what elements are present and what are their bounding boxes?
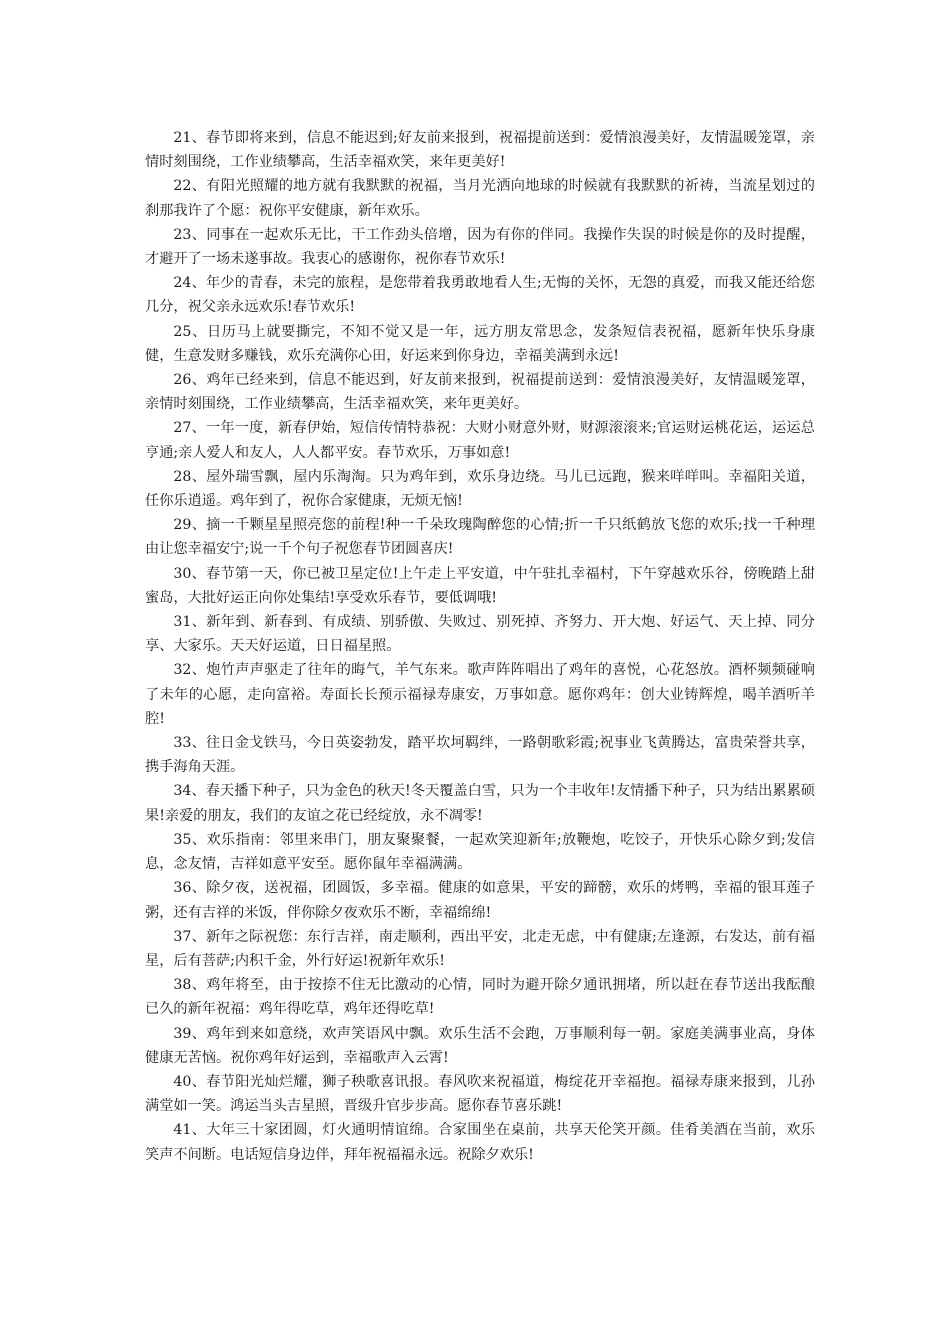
paragraph-29: 29、摘一千颗星星照亮您的前程!种一千朵玫瑰陶醉您的心情;折一千只纸鹤放飞您的欢乐;找一千种理由让您幸福安宁;说一千个句子祝您春节团圆喜庆! xyxy=(145,517,815,558)
paragraph-35: 35、欢乐指南：邻里来串门，朋友聚聚餐，一起欢笑迎新年;放鞭炮，吃饺子，开快乐心除夕到;发信息，念友情，吉祥如意平安至。愿你鼠年幸福满满。 xyxy=(145,831,815,873)
paragraph-23: 23、同事在一起欢乐无比，干工作劲头倍增，因为有你的伴同。我操作失误的时候是你的及时提醒，才避开了一场未遂事故。我衷心的感谢你，祝你春节欢乐! xyxy=(145,226,815,268)
paragraph-30: 30、春节第一天，你已被卫星定位!上午走上平安道，中午驻扎幸福村，下午穿越欢乐谷，傍晚踏上甜蜜岛，大批好运正向你处集结!享受欢乐春节，要低调哦! xyxy=(145,565,815,606)
paragraph-31: 31、新年到、新春到、有成绩、别骄傲、失败过、别死掉、齐努力、开大炮、好运气、天上掉、同分享、大家乐。天天好运道，日日福星照。 xyxy=(145,614,815,655)
paragraph-33: 33、往日金戈铁马，今日英姿勃发，踏平坎坷羁绊，一路朝歌彩霞;祝事业飞黄腾达，富贵荣誉共享，携手海角天涯。 xyxy=(145,735,815,776)
paragraph-24: 24、年少的青春，未完的旅程，是您带着我勇敢地看人生;无悔的关怀，无怨的真爱，而我又能还给您几分，祝父亲永远欢乐!春节欢乐! xyxy=(145,275,815,316)
paragraph-27: 27、一年一度，新春伊始，短信传情特恭祝：大财小财意外财，财源滚滚来;官运财运桃花运，运运总亨通;亲人爱人和友人，人人都平安。春节欢乐，万事如意! xyxy=(145,420,815,461)
paragraph-21: 21、春节即将来到，信息不能迟到;好友前来报到，祝福提前送到：爱情浪漫美好，友情温暖笼罩，亲情时刻围绕，工作业绩攀高，生活幸福欢笑，来年更美好! xyxy=(145,130,815,171)
paragraph-39: 39、鸡年到来如意绕，欢声笑语风中飘。欢乐生活不会跑，万事顺利每一朝。家庭美满事业高，身体健康无苦恼。祝你鸡年好运到，幸福歌声入云霄! xyxy=(145,1025,815,1066)
document-page xyxy=(145,126,815,1167)
paragraph-32: 32、炮竹声声驱走了往年的晦气，羊气东来。歌声阵阵唱出了鸡年的喜悦，心花怒放。酒杯频频碰响了未年的心愿，走向富裕。寿面长长预示福禄寿康安，万事如意。愿你鸡年：创大业铸辉煌，喝羊酒听羊腔! xyxy=(145,662,815,727)
paragraph-25: 25、日历马上就要撕完，不知不觉又是一年，远方朋友常思念，发条短信表祝福，愿新年快乐身康健，生意发财多赚钱，欢乐充满你心田，好运来到你身边，幸福美满到永远! xyxy=(145,323,815,364)
paragraph-22: 22、有阳光照耀的地方就有我默默的祝福，当月光洒向地球的时候就有我默默的祈祷，当流星划过的刹那我许了个愿：祝你平安健康，新年欢乐。 xyxy=(145,178,815,219)
paragraph-26: 26、鸡年已经来到，信息不能迟到，好友前来报到，祝福提前送到：爱情浪漫美好，友情温暖笼罩，亲情时刻围绕，工作业绩攀高，生活幸福欢笑，来年更美好。 xyxy=(145,372,815,413)
paragraph-28: 28、屋外瑞雪飘，屋内乐淘淘。只为鸡年到，欢乐身边绕。马儿已远跑，猴来咩咩叫。幸福阳关道，任你乐逍遥。鸡年到了，祝你合家健康，无烦无恼! xyxy=(145,468,815,510)
paragraph-34: 34、春天播下种子，只为金色的秋天!冬天覆盖白雪，只为一个丰收年!友情播下种子，只为结出累累硕果!亲爱的朋友，我们的友谊之花已经绽放，永不凋零! xyxy=(145,783,815,824)
paragraph-36: 36、除夕夜，送祝福，团圆饭，多幸福。健康的如意果，平安的蹄髈，欢乐的烤鸭，幸福的银耳莲子粥，还有吉祥的米饭，伴你除夕夜欢乐不断，幸福绵绵! xyxy=(145,880,815,921)
paragraph-37: 37、新年之际祝您：东行吉祥，南走顺利，西出平安，北走无虑，中有健康;左逢源，右发达，前有福星，后有菩萨;内积千金，外行好运!祝新年欢乐! xyxy=(145,928,815,969)
paragraph-38: 38、鸡年将至，由于按捺不住无比激动的心情，同时为避开除夕通讯拥堵，所以赶在春节送出我酝酿已久的新年祝福：鸡年得吃草，鸡年还得吃草! xyxy=(145,977,815,1018)
paragraph-41: 41、大年三十家团圆，灯火通明情谊绵。合家围坐在桌前，共享天伦笑开颜。佳肴美酒在当前，欢乐笑声不间断。电话短信身边伴，拜年祝福福永远。祝除夕欢乐! xyxy=(145,1122,815,1163)
paragraph-40: 40、春节阳光灿烂耀，狮子秧歌喜讯报。春风吹来祝福道，梅绽花开幸福抱。福禄寿康来报到，儿孙满堂如一笑。鸿运当头吉星照，晋级升官步步高。愿你春节喜乐跳! xyxy=(145,1073,815,1115)
